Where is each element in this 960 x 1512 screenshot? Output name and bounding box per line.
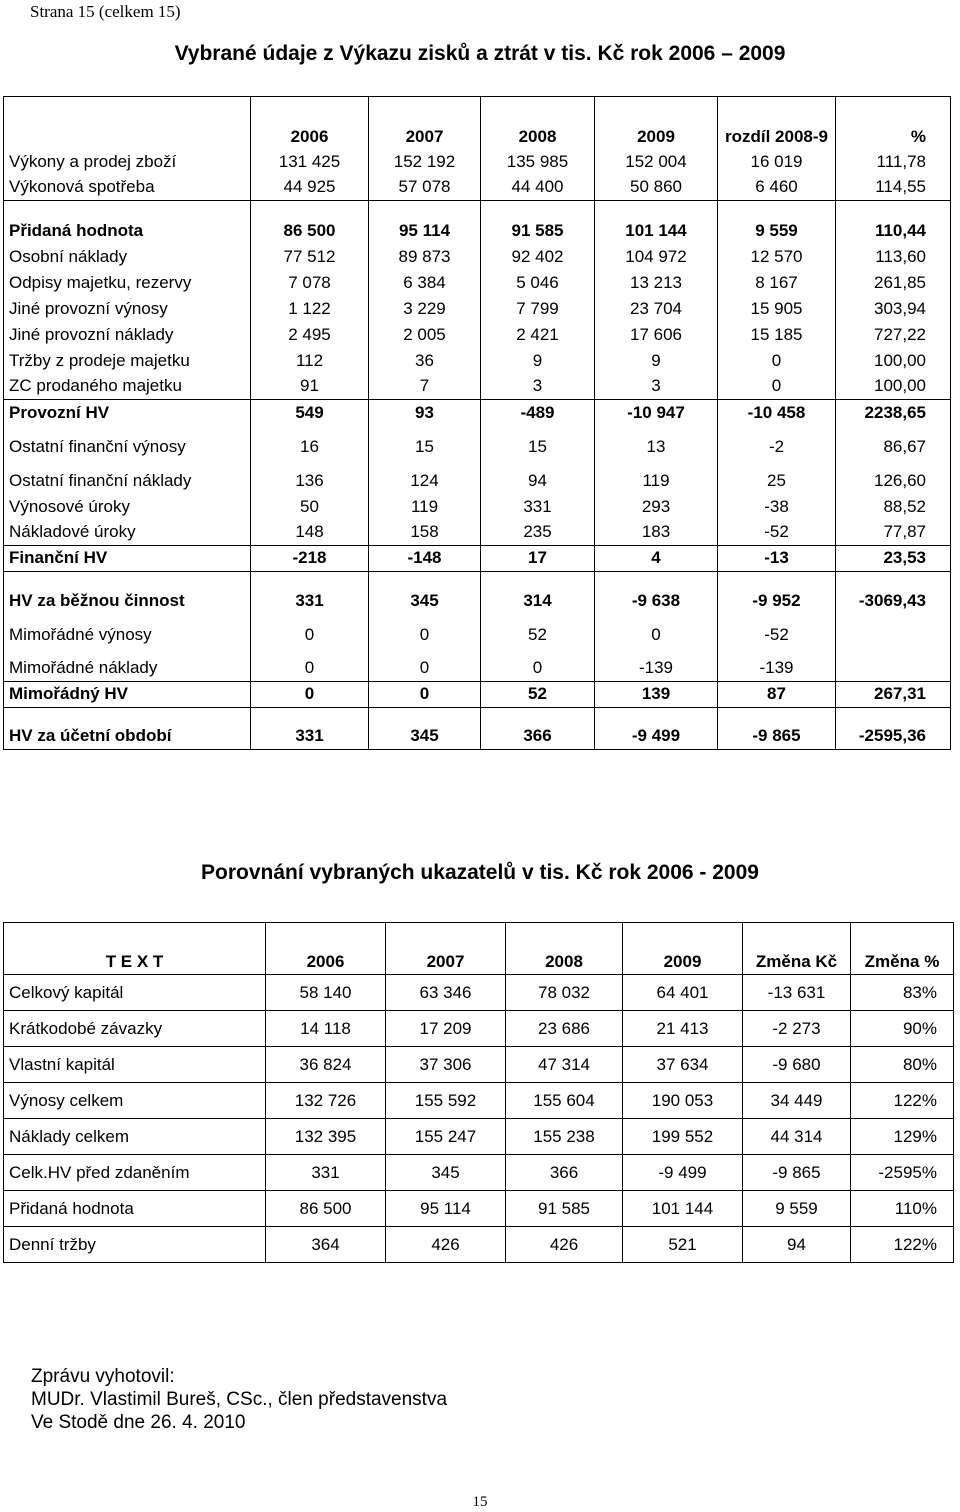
row-label: Osobní náklady [4,244,251,270]
table-cell: -9 865 [743,1155,851,1191]
table-row [4,682,951,708]
table-cell: 331 [266,1155,386,1191]
column-header: Změna Kč [743,923,851,975]
table-row [4,494,951,520]
table-cell: 16 [251,426,369,468]
table-cell: 101 144 [595,201,718,244]
table-cell: 155 592 [386,1083,506,1119]
table-cell: 235 [481,520,595,546]
table-cell: 89 873 [369,244,481,270]
table-cell: 3 [595,374,718,400]
table-cell: 155 247 [386,1119,506,1155]
table-cell: 132 726 [266,1083,386,1119]
table-cell: 110% [851,1191,954,1227]
table-cell: -9 680 [743,1047,851,1083]
table-row [4,468,951,494]
table-row [4,244,951,270]
table-row [4,400,951,426]
table-cell: 100,00 [836,374,951,400]
table-row [4,1119,954,1155]
table-cell [836,656,951,682]
table-cell: 25 [718,468,836,494]
table-cell [836,614,951,656]
column-header: 2008 [506,923,623,975]
table-cell: 2 495 [251,322,369,348]
table-cell: 78 032 [506,975,623,1011]
row-label: Mimořádné náklady [4,656,251,682]
table-row [4,426,951,468]
table-cell: 23 686 [506,1011,623,1047]
column-header: % [836,97,951,149]
table-cell: -148 [369,546,481,572]
table-cell: 9 [481,348,595,374]
table-cell: 15 [369,426,481,468]
column-header: rozdíl 2008-9 [718,97,836,149]
table-cell: 57 078 [369,175,481,201]
table-cell: 37 306 [386,1047,506,1083]
table-cell: 549 [251,400,369,426]
table-cell: 119 [369,494,481,520]
table-cell: 4 [595,546,718,572]
table-cell: 91 [251,374,369,400]
table-cell: 293 [595,494,718,520]
table-cell: 50 860 [595,175,718,201]
row-label: ZC prodaného majetku [4,374,251,400]
table-cell: 87 [718,682,836,708]
table-cell: 23,53 [836,546,951,572]
table-cell: -9 952 [718,572,836,614]
column-header: 2007 [386,923,506,975]
row-label: HV za běžnou činnost [4,572,251,614]
table-cell: 2238,65 [836,400,951,426]
table-cell: 9 559 [718,201,836,244]
row-label: Finanční HV [4,546,251,572]
table-cell: 0 [718,374,836,400]
table-cell: 8 167 [718,270,836,296]
table-row [4,296,951,322]
row-label: Výkony a prodej zboží [4,149,251,175]
column-header: 2009 [623,923,743,975]
table-cell: 104 972 [595,244,718,270]
table-row [4,1155,954,1191]
table-row [4,322,951,348]
table-cell: 727,22 [836,322,951,348]
row-label: Denní tržby [4,1227,266,1263]
table-cell: 426 [386,1227,506,1263]
row-label: Ostatní finanční výnosy [4,426,251,468]
table-row [4,975,954,1011]
table-row [4,1047,954,1083]
table-cell: 86 500 [266,1191,386,1227]
column-header: 2007 [369,97,481,149]
table-cell: 345 [386,1155,506,1191]
table-cell: 50 [251,494,369,520]
table-cell: 91 585 [506,1191,623,1227]
table-cell: -9 499 [623,1155,743,1191]
table-cell: 83% [851,975,954,1011]
table-cell: -2595,36 [836,708,951,750]
row-label: Odpisy majetku, rezervy [4,270,251,296]
table-cell: 112 [251,348,369,374]
table-cell: 15 185 [718,322,836,348]
table-cell: 129% [851,1119,954,1155]
table-cell: 13 213 [595,270,718,296]
row-label: Ostatní finanční náklady [4,468,251,494]
table-row [4,546,951,572]
table-cell: 331 [251,572,369,614]
table-row [4,1011,954,1047]
table-cell: 135 985 [481,149,595,175]
table-cell: 155 604 [506,1083,623,1119]
row-label: Mimořádný HV [4,682,251,708]
table-cell: 139 [595,682,718,708]
table-cell: 95 114 [369,201,481,244]
table-cell: 0 [369,656,481,682]
table-cell: 23 704 [595,296,718,322]
table-cell: 58 140 [266,975,386,1011]
table-cell: -489 [481,400,595,426]
table-row [4,201,951,244]
table-cell: 15 905 [718,296,836,322]
table-row [4,614,951,656]
table-cell: 63 346 [386,975,506,1011]
table-cell: -2595% [851,1155,954,1191]
column-header: T E X T [4,923,266,975]
column-header: 2006 [266,923,386,975]
row-label: Celk.HV před zdaněním [4,1155,266,1191]
row-label: Výkonová spotřeba [4,175,251,201]
table-cell: 17 209 [386,1011,506,1047]
table-cell: 15 [481,426,595,468]
table-row [4,270,951,296]
table-cell: 95 114 [386,1191,506,1227]
table-cell: 34 449 [743,1083,851,1119]
row-label: Krátkodobé závazky [4,1011,266,1047]
table-cell: 3 [481,374,595,400]
table-cell: 364 [266,1227,386,1263]
author-label: Zprávu vyhotovil: [31,1366,175,1387]
table-cell: -9 865 [718,708,836,750]
table-row [4,1083,954,1119]
table-cell: 0 [369,614,481,656]
table-row [4,1227,954,1263]
table-cell: 119 [595,468,718,494]
table-cell: 94 [743,1227,851,1263]
table-cell: 183 [595,520,718,546]
table-cell: 100,00 [836,348,951,374]
column-header: 2006 [251,97,369,149]
table-cell: 36 [369,348,481,374]
row-label: Mimořádné výnosy [4,614,251,656]
table-cell: 314 [481,572,595,614]
table-cell: 93 [369,400,481,426]
table-cell: 90% [851,1011,954,1047]
table-cell: 122% [851,1083,954,1119]
table-cell: -2 [718,426,836,468]
table-row [4,656,951,682]
row-label: Náklady celkem [4,1119,266,1155]
column-header [4,97,251,149]
table-cell: 16 019 [718,149,836,175]
table-cell: 21 413 [623,1011,743,1047]
table-cell: 114,55 [836,175,951,201]
row-label: Provozní HV [4,400,251,426]
row-label: Vlastní kapitál [4,1047,266,1083]
row-label: Výnosy celkem [4,1083,266,1119]
income-statement-title: Vybrané údaje z Výkazu zisků a ztrát v tis. Kč rok 2006 – 2009 [174,42,786,65]
table-cell: 132 395 [266,1119,386,1155]
table-cell: -9 638 [595,572,718,614]
table-cell: 303,94 [836,296,951,322]
row-label: Tržby z prodeje majetku [4,348,251,374]
table-cell: 86 500 [251,201,369,244]
table-row [4,175,951,201]
row-label: Nákladové úroky [4,520,251,546]
table-cell: 366 [506,1155,623,1191]
indicators-table [3,922,954,1263]
row-label: Přidaná hodnota [4,1191,266,1227]
table-cell: 12 570 [718,244,836,270]
table-cell: 155 238 [506,1119,623,1155]
table-cell: 14 118 [266,1011,386,1047]
table-row [4,708,951,750]
table-cell: 6 460 [718,175,836,201]
table-cell: 122% [851,1227,954,1263]
table-header-row [4,923,954,975]
table-cell: 2 421 [481,322,595,348]
table-cell: 9 [595,348,718,374]
table-cell: 124 [369,468,481,494]
table-cell: 0 [251,614,369,656]
row-label: Jiné provozní náklady [4,322,251,348]
table-cell: 0 [595,614,718,656]
table-cell: -10 458 [718,400,836,426]
report-date: Ve Stodě dne 26. 4. 2010 [31,1412,246,1433]
indicators-title: Porovnání vybraných ukazatelů v tis. Kč rok 2006 - 2009 [201,861,759,884]
table-cell: 331 [481,494,595,520]
column-header: Změna % [851,923,954,975]
table-cell: 37 634 [623,1047,743,1083]
author-name: MUDr. Vlastimil Bureš, CSc., člen představenstva [31,1389,448,1410]
row-label: Jiné provozní výnosy [4,296,251,322]
table-cell: 80% [851,1047,954,1083]
table-row [4,374,951,400]
table-cell: 0 [251,656,369,682]
table-cell: 5 046 [481,270,595,296]
table-row [4,520,951,546]
table-cell: 426 [506,1227,623,1263]
table-cell: -52 [718,520,836,546]
table-cell: 88,52 [836,494,951,520]
page-number: 15 [472,1494,488,1510]
table-header-row [4,97,951,149]
table-cell: 0 [718,348,836,374]
table-cell: 7 078 [251,270,369,296]
table-cell: 77,87 [836,520,951,546]
table-cell: 261,85 [836,270,951,296]
table-cell: 345 [369,708,481,750]
table-cell: 94 [481,468,595,494]
table-cell: -13 [718,546,836,572]
table-cell: 44 925 [251,175,369,201]
table-row [4,572,951,614]
table-cell: 331 [251,708,369,750]
table-cell: 521 [623,1227,743,1263]
table-cell: 190 053 [623,1083,743,1119]
table-cell: 0 [251,682,369,708]
row-label: Celkový kapitál [4,975,266,1011]
table-cell: 158 [369,520,481,546]
table-cell: -218 [251,546,369,572]
table-cell: 2 005 [369,322,481,348]
table-cell: 44 400 [481,175,595,201]
table-cell: 47 314 [506,1047,623,1083]
table-cell: 44 314 [743,1119,851,1155]
table-cell: 136 [251,468,369,494]
table-cell: 92 402 [481,244,595,270]
table-cell: 111,78 [836,149,951,175]
table-cell: 17 [481,546,595,572]
table-cell: -2 273 [743,1011,851,1047]
row-label: Výnosové úroky [4,494,251,520]
table-cell: 345 [369,572,481,614]
table-cell: 7 799 [481,296,595,322]
table-cell: 77 512 [251,244,369,270]
report-signature [31,1365,447,1434]
table-cell: 52 [481,614,595,656]
table-cell: 6 384 [369,270,481,296]
table-cell: 64 401 [623,975,743,1011]
table-cell: 110,44 [836,201,951,244]
table-cell: -3069,43 [836,572,951,614]
table-cell: 86,67 [836,426,951,468]
table-cell: -139 [718,656,836,682]
page-header: Strana 15 (celkem 15) [30,2,181,21]
table-row [4,149,951,175]
table-cell: 101 144 [623,1191,743,1227]
table-cell: -13 631 [743,975,851,1011]
table-cell: 126,60 [836,468,951,494]
table-cell: 17 606 [595,322,718,348]
table-cell: -38 [718,494,836,520]
table-cell: -10 947 [595,400,718,426]
table-cell: 199 552 [623,1119,743,1155]
table-cell: 131 425 [251,149,369,175]
table-cell: 148 [251,520,369,546]
column-header: 2009 [595,97,718,149]
table-cell: -9 499 [595,708,718,750]
table-cell: 0 [481,656,595,682]
table-cell: 1 122 [251,296,369,322]
table-cell: 13 [595,426,718,468]
table-cell: -52 [718,614,836,656]
table-cell: 36 824 [266,1047,386,1083]
table-cell: 91 585 [481,201,595,244]
table-cell: 52 [481,682,595,708]
table-row [4,348,951,374]
table-cell: 113,60 [836,244,951,270]
table-cell: 7 [369,374,481,400]
table-cell: 0 [369,682,481,708]
table-cell: 152 192 [369,149,481,175]
table-cell: 267,31 [836,682,951,708]
column-header: 2008 [481,97,595,149]
table-row [4,1191,954,1227]
table-cell: 3 229 [369,296,481,322]
row-label: HV za účetní období [4,708,251,750]
table-cell: 366 [481,708,595,750]
income-statement-table [3,96,951,750]
table-cell: 152 004 [595,149,718,175]
table-cell: -139 [595,656,718,682]
row-label: Přidaná hodnota [4,201,251,244]
table-cell: 9 559 [743,1191,851,1227]
